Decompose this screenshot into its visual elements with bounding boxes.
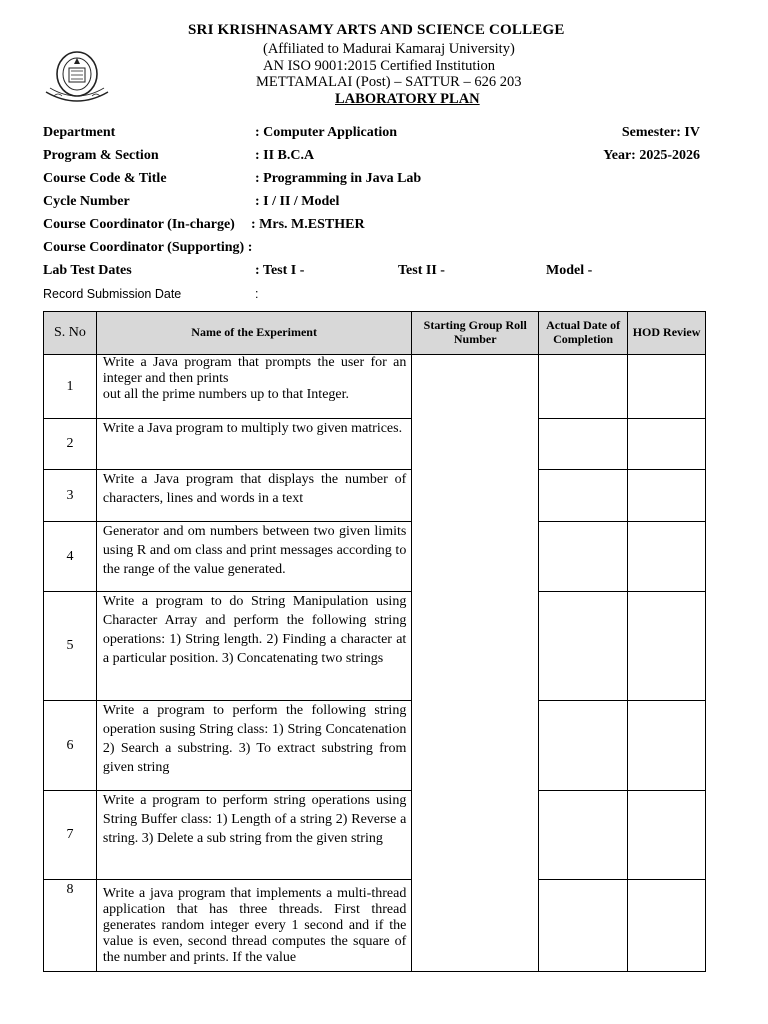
hod-cell[interactable] <box>628 701 706 791</box>
supporting-label: Course Coordinator (Supporting) : <box>43 240 253 255</box>
table-row <box>44 419 706 470</box>
experiment-text: Write a java program that implements a multi-thread application that has three threads. First thread generates random integer every 1 second and if the value is even, second thread computes the square of the number and prints. If the value <box>96 880 411 972</box>
address: METTAMALAI (Post) – SATTUR – 626 203 <box>256 74 522 90</box>
col-hod: HOD Review <box>628 312 706 355</box>
table-row <box>44 592 706 701</box>
date-cell[interactable] <box>539 470 628 522</box>
table-row <box>44 470 706 522</box>
year: Year: 2025-2026 <box>603 148 700 163</box>
hod-cell[interactable] <box>628 880 706 972</box>
row-number: 8 <box>44 880 97 972</box>
experiment-text: Write a program to perform the following string operation susing String class: 1) String Concatenation 2) Search a substring. 3) To extract substring from given string <box>96 701 411 791</box>
experiment-text <box>96 355 411 419</box>
table-row <box>44 701 706 791</box>
col-group-roll: Starting Group Roll Number <box>412 312 539 355</box>
row-number: 6 <box>44 701 97 791</box>
row-number: 3 <box>44 470 97 522</box>
department-label: Department <box>43 125 116 140</box>
college-name: SRI KRISHNASAMY ARTS AND SCIENCE COLLEGE <box>188 22 565 38</box>
experiment-text: Write a program to perform string operations using String Buffer class: 1) Length of a string 2) Reverse a string. 3) Delete a sub string from the given string <box>96 791 411 880</box>
date-cell[interactable] <box>539 522 628 592</box>
cycle-label: Cycle Number <box>43 194 130 209</box>
date-cell[interactable] <box>539 355 628 419</box>
program-value: : II B.C.A <box>255 148 315 163</box>
row-number: 2 <box>44 419 97 470</box>
iso-certification: AN ISO 9001:2015 Certified Institution <box>263 58 495 74</box>
test2-date: Test II - <box>398 263 445 278</box>
model-date: Model - <box>546 263 593 278</box>
hod-cell[interactable] <box>628 419 706 470</box>
experiment-text: Write a Java program that displays the number of characters, lines and words in a text <box>96 470 411 522</box>
incharge-value: : Mrs. M.ESTHER <box>251 217 365 232</box>
col-date: Actual Date of Completion <box>539 312 628 355</box>
row-number: 4 <box>44 522 97 592</box>
row-number: 7 <box>44 791 97 880</box>
col-sno: S. No <box>44 312 97 355</box>
table-row <box>44 880 706 972</box>
record-label: Record Submission Date <box>43 287 182 301</box>
test1-date: : Test I - <box>255 263 305 278</box>
date-cell[interactable] <box>539 880 628 972</box>
incharge-label: Course Coordinator (In-charge) <box>43 217 235 232</box>
program-label: Program & Section <box>43 148 159 163</box>
col-experiment: Name of the Experiment <box>96 312 411 355</box>
row-number: 1 <box>44 355 97 419</box>
date-cell[interactable] <box>539 791 628 880</box>
date-cell[interactable] <box>539 701 628 791</box>
cycle-value: : I / II / Model <box>255 194 340 209</box>
experiment-text-line: Write a Java program that prompts the user for an integer and then prints <box>102 355 407 386</box>
experiment-text: Generator and om numbers between two given limits using R and om class and print messages according to the range of the value generated. <box>96 522 411 592</box>
course-value: : Programming in Java Lab <box>255 171 422 186</box>
affiliation: (Affiliated to Madurai Kamaraj University) <box>263 41 515 57</box>
date-cell[interactable] <box>539 592 628 701</box>
table-row <box>44 791 706 880</box>
table-header-row <box>44 312 706 355</box>
experiment-text: Write a Java program to multiply two given matrices. <box>96 419 411 470</box>
hod-cell[interactable] <box>628 791 706 880</box>
record-colon: : <box>255 287 259 301</box>
table-row <box>44 355 706 419</box>
group-roll-cell[interactable] <box>412 355 539 972</box>
hod-cell[interactable] <box>628 522 706 592</box>
experiment-text: Write a program to do String Manipulation using Character Array and perform the following string operations: 1) String length. 2) Finding a character at a particular position. 3) Concatenating two strings <box>96 592 411 701</box>
table-row <box>44 522 706 592</box>
semester: Semester: IV <box>621 125 700 140</box>
hod-cell[interactable] <box>628 355 706 419</box>
date-cell[interactable] <box>539 419 628 470</box>
hod-cell[interactable] <box>628 470 706 522</box>
lab-test-label: Lab Test Dates <box>43 263 132 278</box>
page-title: LABORATORY PLAN <box>335 91 480 107</box>
course-label: Course Code & Title <box>43 171 167 186</box>
hod-cell[interactable] <box>628 592 706 701</box>
experiment-text-line: out all the prime numbers up to that Integer. <box>102 387 350 402</box>
experiment-table <box>43 311 706 972</box>
row-number: 5 <box>44 592 97 701</box>
department-value: : Computer Application <box>255 125 398 140</box>
college-seal-icon <box>40 48 114 108</box>
